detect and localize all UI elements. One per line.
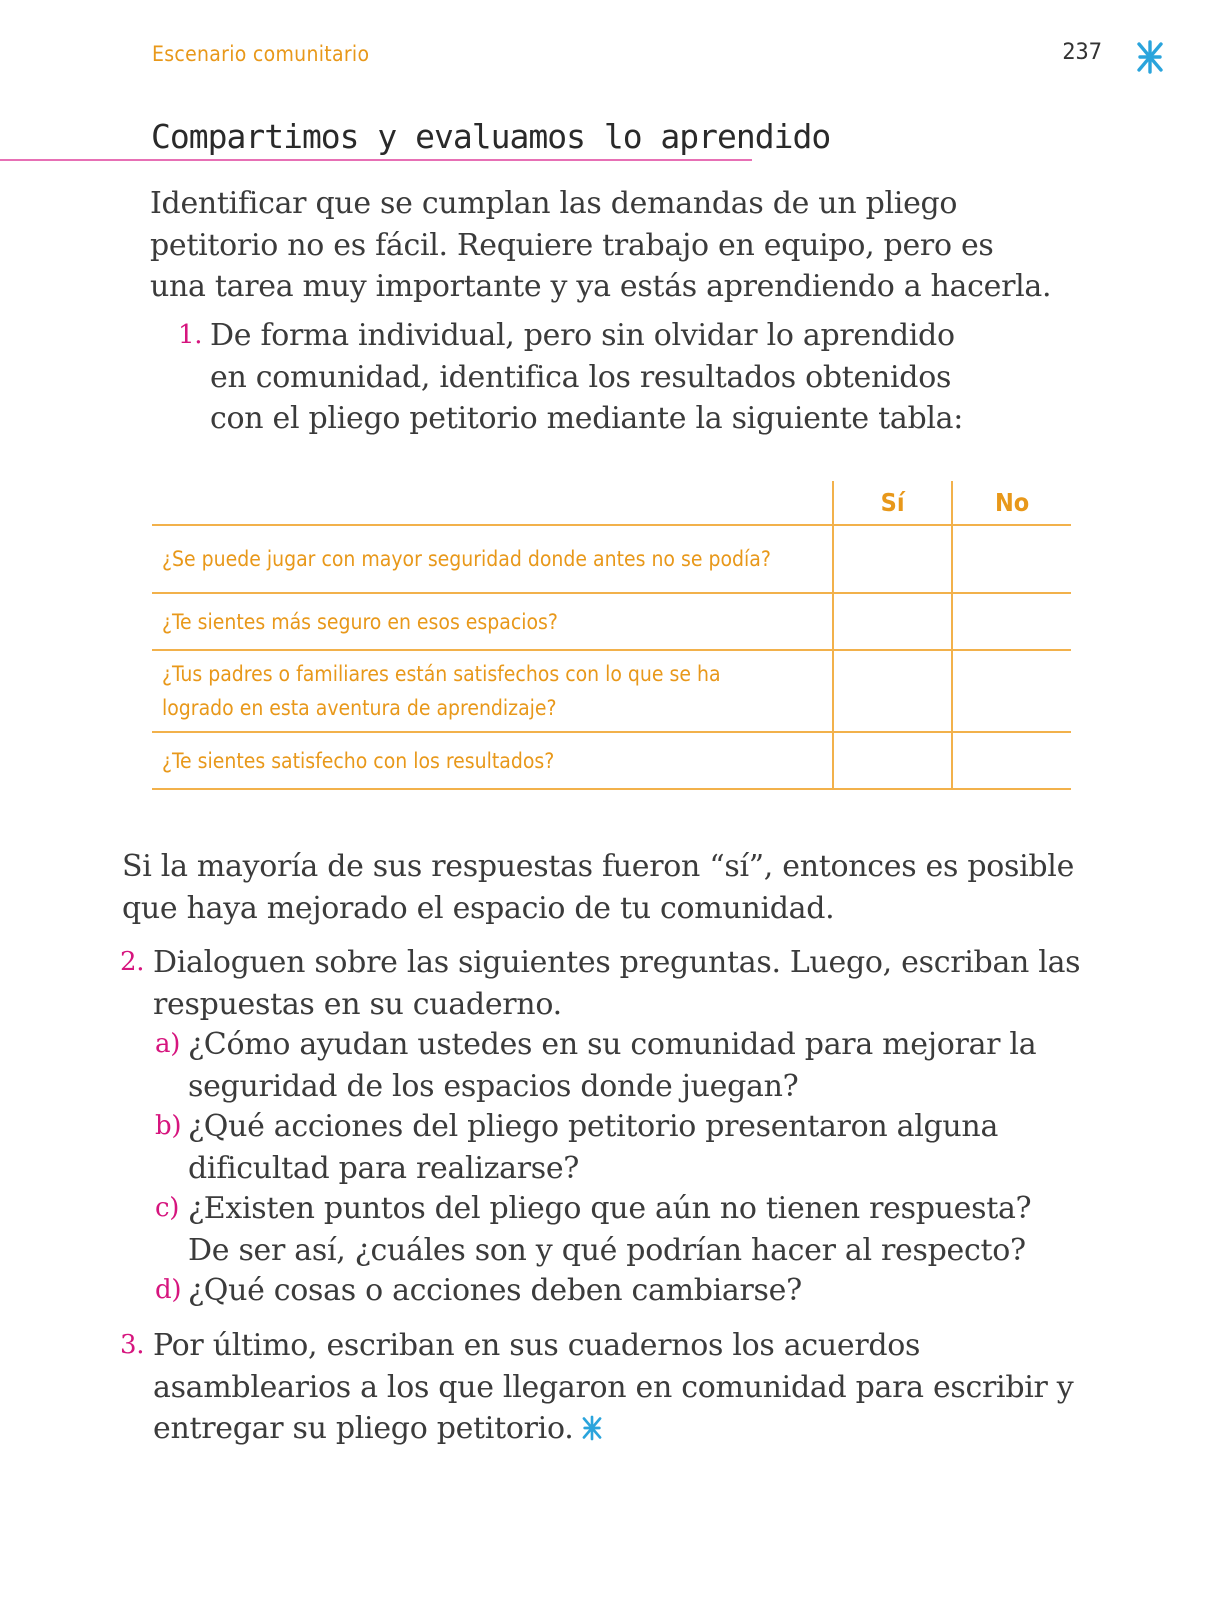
question-text: logrado en esta aventura de aprendizaje? [162, 696, 557, 720]
yes-answer-cell[interactable] [833, 593, 952, 650]
item-line-text: entregar su pliego petitorio. [153, 1411, 574, 1446]
end-mark-icon [581, 1415, 603, 1441]
table-header-row [152, 481, 1071, 525]
item-line: Dialoguen sobre las siguientes preguntas. Luego, escriban las [153, 945, 1081, 980]
subitem-letter: a) [155, 1029, 181, 1059]
item-3 [120, 1325, 1073, 1450]
table-header-yes: Sí [833, 481, 952, 525]
subitem-d [155, 1270, 802, 1312]
conclusion-line: Si la mayoría de sus respuestas fueron “sí”, entonces es posible [122, 849, 1075, 884]
question-text: ¿Se puede jugar con mayor seguridad donde antes no se podía? [162, 547, 771, 571]
subitem-line: De ser así, ¿cuáles son y qué podrían hacer al respecto? [188, 1232, 1026, 1268]
table-header-blank [152, 481, 833, 525]
yes-answer-cell[interactable] [833, 650, 952, 732]
intro-line: Identificar que se cumplan las demandas de un pliego [150, 186, 958, 221]
table-row [152, 593, 1071, 650]
table-header-no: No [952, 481, 1071, 525]
blue-cross-knot-icon [1135, 40, 1165, 74]
question-cell [152, 732, 833, 789]
subitem-letter: c) [155, 1193, 180, 1223]
no-answer-cell[interactable] [952, 732, 1071, 789]
subitem-line: dificultad para realizarse? [188, 1150, 580, 1186]
subitem-b [155, 1106, 998, 1189]
intro-paragraph [150, 183, 1051, 308]
no-answer-cell[interactable] [952, 525, 1071, 593]
item-line: respuestas en su cuaderno. [153, 986, 562, 1022]
item-line: con el pliego petitorio mediante la siguiente tabla: [210, 401, 964, 436]
item-line: en comunidad, identifica los resultados obtenidos [210, 359, 952, 395]
section-label: Escenario comunitario [152, 42, 370, 66]
subitem-line: seguridad de los espacios donde juegan? [188, 1068, 799, 1104]
conclusion-paragraph [122, 846, 1074, 929]
subitem-line: ¿Cómo ayudan ustedes en su comunidad para mejorar la [188, 1027, 1037, 1062]
question-text: ¿Tus padres o familiares están satisfechos con lo que se ha [162, 662, 721, 686]
item-2 [120, 942, 1080, 1025]
yes-answer-cell[interactable] [833, 525, 952, 593]
intro-line: una tarea muy importante y ya estás aprendiendo a hacerla. [150, 269, 1052, 304]
item-number: 1. [178, 320, 203, 350]
item-1 [178, 315, 963, 440]
question-cell [152, 525, 833, 593]
yes-answer-cell[interactable] [833, 732, 952, 789]
intro-line: petitorio no es fácil. Requiere trabajo en equipo, pero es [150, 227, 994, 263]
item-number: 2. [120, 947, 145, 977]
evaluation-table [152, 481, 1071, 790]
subitem-line: ¿Qué cosas o acciones deben cambiarse? [188, 1273, 802, 1308]
page-title: Compartimos y evaluamos lo aprendido [151, 117, 831, 156]
page-number: 237 [1062, 40, 1102, 65]
item-line: De forma individual, pero sin olvidar lo aprendido [210, 318, 955, 353]
subitem-line: ¿Existen puntos del pliego que aún no tienen respuesta? [188, 1191, 1032, 1226]
table-row [152, 732, 1071, 789]
subitem-letter: b) [155, 1111, 182, 1141]
no-answer-cell[interactable] [952, 650, 1071, 732]
table-row [152, 525, 1071, 593]
question-text: ¿Te sientes más seguro en esos espacios? [162, 609, 558, 634]
subitem-c [155, 1188, 1031, 1271]
item-number: 3. [120, 1330, 145, 1360]
question-text: ¿Te sientes satisfecho con los resultados? [162, 748, 555, 773]
conclusion-line: que haya mejorado el espacio de tu comunidad. [122, 890, 835, 926]
subitem-line: ¿Qué acciones del pliego petitorio presentaron alguna [188, 1109, 999, 1144]
item-line [153, 1408, 1073, 1450]
title-underline [0, 159, 752, 161]
subitem-letter: d) [155, 1275, 182, 1305]
table-row [152, 650, 1071, 732]
item-line: asamblearios a los que llegaron en comunidad para escribir y [153, 1369, 1074, 1405]
question-cell [152, 650, 833, 732]
no-answer-cell[interactable] [952, 593, 1071, 650]
question-cell [152, 593, 833, 650]
item-line: Por último, escriban en sus cuadernos los acuerdos [153, 1328, 921, 1363]
subitem-a [155, 1024, 1036, 1107]
